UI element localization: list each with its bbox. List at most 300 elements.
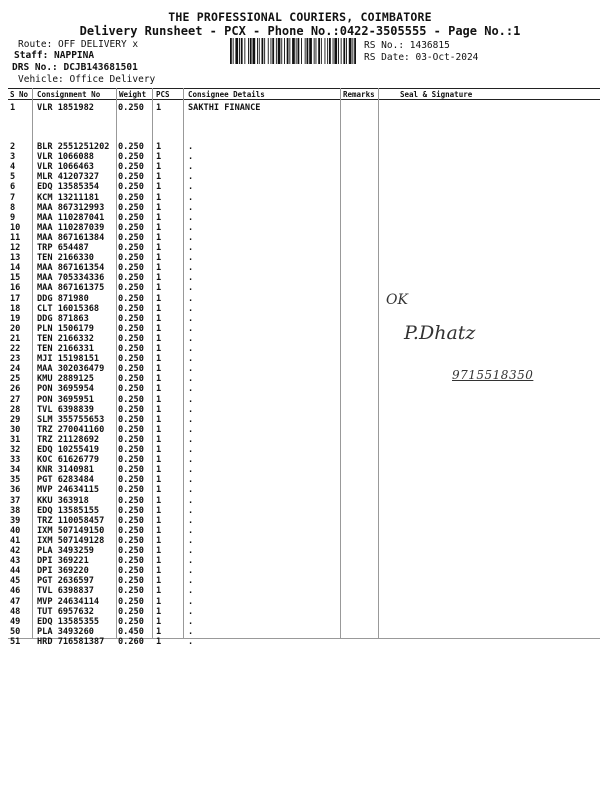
row-weight: 0.250 [118, 313, 144, 324]
row-weight: 0.260 [118, 636, 144, 647]
row-sno: 5 [10, 172, 16, 183]
row-consignment-no: TRP 654487 [37, 243, 89, 253]
row-consignment-no: KCM 13211181 [37, 192, 100, 203]
row-weight: 0.250 [118, 525, 144, 536]
table-row [0, 506, 600, 516]
row-consignee: . [188, 202, 194, 213]
row-consignee: . [188, 384, 194, 395]
col-header-consignment: Consignment No [37, 90, 101, 99]
row-consignment-no: TEN 2166331 [37, 344, 94, 354]
row-consignment-no: VLR 1851982 [37, 103, 94, 113]
barcode-bar [325, 38, 326, 64]
row-sno: 28 [10, 404, 21, 415]
row-weight: 0.250 [118, 596, 144, 607]
row-weight: 0.250 [118, 263, 144, 274]
row-consignee: . [188, 232, 194, 243]
row-consignment-no: PGT 6283484 [37, 475, 94, 486]
table-row [0, 465, 600, 475]
row-pcs: 1 [156, 445, 162, 455]
row-sno: 32 [10, 445, 21, 455]
table-row [0, 142, 600, 152]
table-row [0, 294, 600, 304]
row-weight: 0.250 [118, 192, 144, 203]
row-pcs: 1 [156, 404, 162, 415]
barcode-bar [349, 38, 352, 64]
col-header-consignee: Consignee Details [188, 90, 265, 99]
row-pcs: 1 [156, 546, 162, 556]
row-consignee: . [188, 636, 194, 647]
row-consignee: . [188, 354, 194, 365]
row-consignee: . [188, 505, 194, 516]
barcode-bar [250, 38, 252, 64]
row-sno: 13 [10, 253, 21, 264]
table-row [0, 213, 600, 223]
row-sno: 1 [10, 103, 16, 113]
row-pcs: 1 [156, 394, 162, 405]
row-pcs: 1 [156, 192, 162, 203]
row-sno: 44 [10, 566, 21, 577]
row-pcs: 1 [156, 424, 162, 435]
row-sno: 16 [10, 283, 21, 294]
row-consignment-no: TUT 6957632 [37, 606, 94, 617]
barcode-bar [268, 38, 269, 64]
row-sno: 38 [10, 505, 21, 516]
row-weight: 0.250 [118, 253, 144, 264]
row-consignment-no: PON 3695954 [37, 384, 94, 395]
row-pcs: 1 [156, 636, 162, 647]
row-weight: 0.250 [118, 556, 144, 567]
row-weight: 0.250 [118, 374, 144, 385]
row-consignee: . [188, 293, 194, 304]
row-sno: 18 [10, 303, 21, 314]
row-consignee: . [188, 495, 194, 506]
table-row [0, 556, 600, 566]
row-consignment-no: PON 3695951 [37, 394, 94, 405]
handwritten-phone: 9715518350 [452, 368, 534, 382]
row-consignee: . [188, 455, 194, 466]
barcode-bar [296, 38, 297, 64]
barcode-bar [334, 38, 337, 64]
row-weight: 0.250 [118, 465, 144, 476]
row-sno: 37 [10, 495, 21, 506]
table-row [0, 182, 600, 192]
row-consignee: . [188, 515, 194, 526]
row-weight: 0.250 [118, 142, 144, 152]
barcode-bar [281, 38, 282, 64]
row-consignment-no: TRZ 21128692 [37, 434, 100, 445]
barcode-bar [287, 38, 289, 64]
row-consignee: . [188, 566, 194, 577]
table-row [0, 344, 600, 354]
row-sno: 47 [10, 596, 21, 607]
row-consignment-no: HRD 716581387 [37, 636, 105, 647]
table-row [0, 253, 600, 263]
row-consignment-no: MVP 24634114 [37, 596, 100, 607]
barcode-bar [354, 38, 356, 64]
table-row [0, 223, 600, 233]
row-consignment-no: EDQ 13585354 [37, 182, 100, 193]
row-pcs: 1 [156, 303, 162, 314]
row-pcs: 1 [156, 485, 162, 496]
row-weight: 0.250 [118, 232, 144, 243]
table-row [0, 475, 600, 485]
row-consignment-no: DPI 369220 [37, 566, 89, 577]
row-pcs: 1 [156, 212, 162, 223]
row-consignee: . [188, 273, 194, 284]
row-weight: 0.250 [118, 222, 144, 233]
route-label: Route: OFF DELIVERY x [18, 39, 139, 50]
row-consignee: . [188, 434, 194, 445]
row-sno: 23 [10, 354, 21, 365]
row-weight: 0.250 [118, 404, 144, 415]
row-sno: 10 [10, 222, 21, 233]
row-pcs: 1 [156, 222, 162, 233]
barcode-bar [230, 38, 232, 64]
barcode-bar [259, 38, 260, 64]
table-row [0, 617, 600, 627]
table-row [0, 314, 600, 324]
barcode-bar [316, 38, 317, 64]
row-consignment-no: IXM 507149128 [37, 535, 105, 546]
row-sno: 14 [10, 263, 21, 274]
table-row [0, 425, 600, 435]
row-pcs: 1 [156, 596, 162, 607]
row-weight: 0.250 [118, 566, 144, 577]
row-weight: 0.250 [118, 212, 144, 223]
row-consignee: . [188, 546, 194, 556]
row-pcs: 1 [156, 182, 162, 193]
row-pcs: 1 [156, 606, 162, 617]
table-row [0, 415, 600, 425]
row-weight: 0.250 [118, 202, 144, 213]
row-consignee: . [188, 323, 194, 334]
row-sno: 22 [10, 344, 21, 354]
row-consignment-no: MAA 110287041 [37, 212, 105, 223]
row-consignment-no: MLR 41207327 [37, 172, 100, 183]
table-row [0, 445, 600, 455]
staff-label: Staff: NAPPINA [14, 50, 95, 61]
table-row [0, 536, 600, 546]
row-weight: 0.250 [118, 455, 144, 466]
row-weight: 0.250 [118, 354, 144, 365]
row-sno: 8 [10, 202, 16, 213]
row-consignment-no: DPI 369221 [37, 556, 89, 567]
row-weight: 0.250 [118, 505, 144, 516]
row-consignee: . [188, 596, 194, 607]
table-row [0, 162, 600, 172]
row-weight: 0.250 [118, 152, 144, 163]
row-consignment-no: PLA 3493260 [37, 626, 94, 637]
row-pcs: 1 [156, 616, 162, 627]
row-consignee: . [188, 404, 194, 415]
row-consignment-no: PGT 2636597 [37, 576, 94, 587]
row-weight: 0.250 [118, 586, 144, 597]
row-weight: 0.250 [118, 333, 144, 344]
row-consignee: . [188, 364, 194, 375]
row-sno: 30 [10, 424, 21, 435]
row-weight: 0.250 [118, 283, 144, 294]
row-consignment-no: KKU 363918 [37, 495, 89, 506]
table-row [0, 103, 600, 113]
table-row [0, 597, 600, 607]
row-pcs: 1 [156, 323, 162, 334]
barcode-bar [262, 38, 264, 64]
row-sno: 12 [10, 243, 21, 253]
row-consignment-no: DDG 871980 [37, 293, 89, 304]
row-consignment-no: TEN 2166330 [37, 253, 94, 264]
barcode-bar [352, 38, 353, 64]
row-consignment-no: TRZ 110058457 [37, 515, 105, 526]
row-sno: 11 [10, 232, 21, 243]
table-row [0, 273, 600, 283]
row-pcs: 1 [156, 263, 162, 274]
row-pcs: 1 [156, 374, 162, 385]
table-row [0, 203, 600, 213]
table-row [0, 172, 600, 182]
row-weight: 0.250 [118, 485, 144, 496]
table-row [0, 485, 600, 495]
row-pcs: 1 [156, 313, 162, 324]
row-consignment-no: MAA 302036479 [37, 364, 105, 375]
table-row [0, 566, 600, 576]
table-row [0, 233, 600, 243]
row-pcs: 1 [156, 566, 162, 577]
row-weight: 0.250 [118, 172, 144, 183]
row-consignee: . [188, 394, 194, 405]
row-pcs: 1 [156, 364, 162, 375]
barcode-bar [327, 38, 328, 64]
row-consignment-no: IXM 507149150 [37, 525, 105, 536]
barcode-bar [284, 38, 285, 64]
row-weight: 0.250 [118, 243, 144, 253]
barcode-bar [309, 38, 312, 64]
row-pcs: 1 [156, 495, 162, 506]
col-header-sno: S No [10, 90, 29, 99]
row-consignee: . [188, 525, 194, 536]
table-row [0, 283, 600, 293]
table-top-rule [8, 88, 600, 89]
table-row [0, 152, 600, 162]
row-sno: 34 [10, 465, 21, 476]
row-consignment-no: MAA 867161375 [37, 283, 105, 294]
row-weight: 0.250 [118, 616, 144, 627]
row-pcs: 1 [156, 243, 162, 253]
table-row [0, 384, 600, 394]
row-pcs: 1 [156, 152, 162, 163]
row-consignee: . [188, 465, 194, 476]
table-row [0, 193, 600, 203]
row-consignment-no: EDQ 10255419 [37, 445, 100, 455]
barcode-bar [235, 38, 238, 64]
row-consignee: . [188, 485, 194, 496]
row-consignee: . [188, 475, 194, 486]
barcode-bar [289, 38, 290, 64]
table-row [0, 586, 600, 596]
row-sno: 21 [10, 333, 21, 344]
row-consignment-no: SLM 355755653 [37, 414, 105, 425]
row-consignee: . [188, 142, 194, 152]
row-consignee: . [188, 424, 194, 435]
row-weight: 0.250 [118, 515, 144, 526]
barcode-bar [318, 38, 320, 64]
barcode-bar [239, 38, 240, 64]
row-consignment-no: MAA 110287039 [37, 222, 105, 233]
handwritten-signature: P.Dhatz [404, 322, 476, 344]
barcode-bar [298, 38, 300, 64]
row-consignee: . [188, 616, 194, 627]
row-pcs: 1 [156, 525, 162, 536]
col-header-weight: Weight [119, 90, 147, 99]
row-weight: 0.250 [118, 364, 144, 375]
row-sno: 31 [10, 434, 21, 445]
row-consignee: . [188, 445, 194, 455]
barcode-bar [321, 38, 322, 64]
row-consignee: SAKTHI FINANCE [188, 103, 261, 113]
row-consignment-no: MAA 867312993 [37, 202, 105, 213]
row-pcs: 1 [156, 505, 162, 516]
row-consignment-no: TEN 2166332 [37, 333, 94, 344]
row-pcs: 1 [156, 515, 162, 526]
row-weight: 0.250 [118, 445, 144, 455]
barcode-bar [329, 38, 331, 64]
row-consignment-no: PLN 1506179 [37, 323, 94, 334]
row-consignment-no: TVL 6398839 [37, 404, 94, 415]
barcode-bar [264, 38, 265, 64]
row-consignee: . [188, 626, 194, 637]
row-consignee: . [188, 535, 194, 546]
col-header-seal-signature: Seal & Signature [400, 90, 473, 99]
row-consignee: . [188, 374, 194, 385]
row-pcs: 1 [156, 455, 162, 466]
row-consignee: . [188, 162, 194, 173]
row-pcs: 1 [156, 293, 162, 304]
row-pcs: 1 [156, 384, 162, 395]
row-sno: 19 [10, 313, 21, 324]
vehicle-label: Vehicle: Office Delivery [18, 74, 156, 85]
row-pcs: 1 [156, 333, 162, 344]
row-consignment-no: EDQ 13585155 [37, 505, 100, 516]
row-consignee: . [188, 606, 194, 617]
row-sno: 6 [10, 182, 16, 193]
barcode-bar [333, 38, 334, 64]
row-weight: 0.250 [118, 434, 144, 445]
row-sno: 42 [10, 546, 21, 556]
row-pcs: 1 [156, 253, 162, 264]
table-row [0, 496, 600, 506]
row-weight: 0.250 [118, 424, 144, 435]
row-consignee: . [188, 253, 194, 264]
row-consignment-no: MAA 705334336 [37, 273, 105, 284]
row-weight: 0.250 [118, 293, 144, 304]
row-consignee: . [188, 182, 194, 193]
row-pcs: 1 [156, 535, 162, 546]
barcode-bar [271, 38, 272, 64]
barcode-bar [278, 38, 281, 64]
row-sno: 49 [10, 616, 21, 627]
row-pcs: 1 [156, 232, 162, 243]
row-pcs: 1 [156, 475, 162, 486]
row-consignee: . [188, 556, 194, 567]
row-weight: 0.250 [118, 475, 144, 486]
rs-number: RS No.: 1436815 [364, 40, 450, 51]
row-consignment-no: MVP 24634115 [37, 485, 100, 496]
table-row [0, 576, 600, 586]
table-row [0, 637, 600, 647]
barcode-bar [346, 38, 347, 64]
row-weight: 0.250 [118, 323, 144, 334]
barcode-bar [241, 38, 243, 64]
row-pcs: 1 [156, 273, 162, 284]
row-pcs: 1 [156, 162, 162, 173]
barcode-bar [305, 38, 306, 64]
row-sno: 41 [10, 535, 21, 546]
row-sno: 29 [10, 414, 21, 425]
row-sno: 26 [10, 384, 21, 395]
row-consignee: . [188, 152, 194, 163]
row-consignment-no: PLA 3493259 [37, 546, 94, 556]
row-weight: 0.250 [118, 162, 144, 173]
row-sno: 46 [10, 586, 21, 597]
row-sno: 7 [10, 192, 16, 203]
row-consignee: . [188, 192, 194, 203]
row-consignee: . [188, 243, 194, 253]
row-weight: 0.250 [118, 384, 144, 395]
table-row [0, 243, 600, 253]
col-header-remarks: Remarks [343, 90, 375, 99]
col-header-pcs: PCS [156, 90, 170, 99]
barcode-bar [307, 38, 309, 64]
row-sno: 51 [10, 636, 21, 647]
row-consignment-no: VLR 1066088 [37, 152, 94, 163]
row-sno: 24 [10, 364, 21, 375]
barcode-bar [244, 38, 245, 64]
table-row [0, 354, 600, 364]
row-pcs: 1 [156, 172, 162, 183]
runsheet-subtitle: Delivery Runsheet - PCX - Phone No.:0422-3505555 - Page No.:1 [79, 24, 521, 38]
row-consignee: . [188, 172, 194, 183]
row-sno: 43 [10, 556, 21, 567]
barcode-bar [301, 38, 302, 64]
row-pcs: 1 [156, 283, 162, 294]
row-sno: 50 [10, 626, 21, 637]
row-sno: 2 [10, 142, 16, 152]
row-consignee: . [188, 212, 194, 223]
table-row [0, 304, 600, 314]
table-row [0, 324, 600, 334]
row-sno: 25 [10, 374, 21, 385]
row-pcs: 1 [156, 202, 162, 213]
row-pcs: 1 [156, 465, 162, 476]
row-sno: 20 [10, 323, 21, 334]
row-sno: 4 [10, 162, 16, 173]
row-sno: 27 [10, 394, 21, 405]
row-consignee: . [188, 263, 194, 274]
row-sno: 3 [10, 152, 16, 163]
row-sno: 9 [10, 212, 16, 223]
row-sno: 39 [10, 515, 21, 526]
row-consignment-no: VLR 1066463 [37, 162, 94, 173]
row-pcs: 1 [156, 586, 162, 597]
table-row [0, 334, 600, 344]
barcode-bar [292, 38, 295, 64]
row-weight: 0.250 [118, 546, 144, 556]
row-consignee: . [188, 313, 194, 324]
row-consignee: . [188, 303, 194, 314]
row-pcs: 1 [156, 434, 162, 445]
row-sno: 15 [10, 273, 21, 284]
row-sno: 33 [10, 455, 21, 466]
row-sno: 48 [10, 606, 21, 617]
